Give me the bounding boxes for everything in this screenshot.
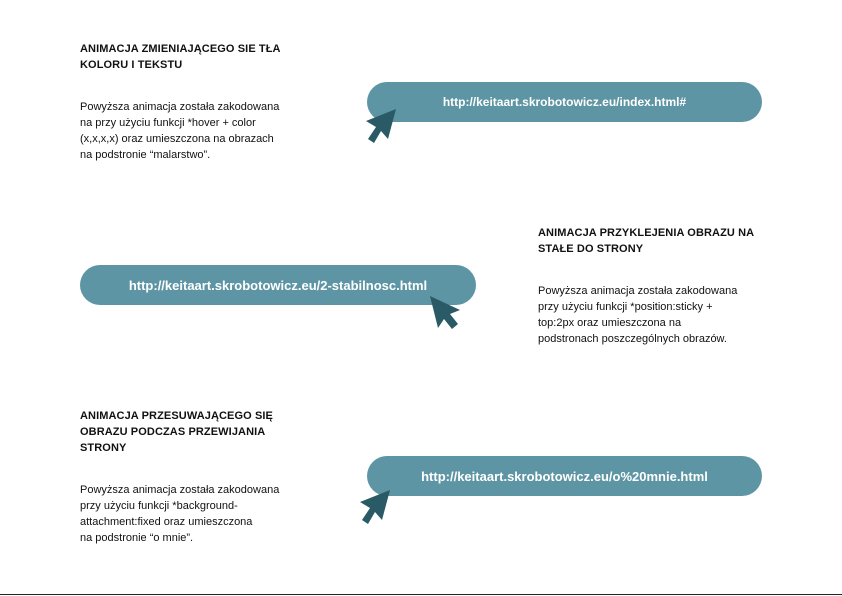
section-2-url-link[interactable]: http://keitaart.skrobotowicz.eu/2-stabilnosc.html — [80, 265, 476, 305]
section-1-heading: ANIMACJA ZMIENIAJĄCEGO SIE TŁA KOLORU I TEKSTU — [80, 43, 281, 71]
section-2-description: Powyższa animacja została zakodowana przy użyciu funkcji *position:sticky + top:2px oraz umieszczona na podstronach poszczególnych obrazów. — [538, 285, 738, 345]
section-2-heading: ANIMACJA PRZYKLEJENIA OBRAZU NA STAŁE DO STRONY — [538, 227, 755, 255]
cursor-arrow-icon — [360, 105, 402, 147]
section-1-description: Powyższa animacja została zakodowana na przy użyciu funkcji *hover + color (x,x,x,x) oraz umieszczona na obrazach na podstronie “malarstwo”. — [80, 101, 280, 161]
section-3-url-link[interactable]: http://keitaart.skrobotowicz.eu/o%20mnie.html — [367, 456, 762, 496]
bottom-divider — [0, 594, 842, 595]
cursor-arrow-icon — [354, 486, 396, 528]
section-3-description: Powyższa animacja została zakodowana przy użyciu funkcji *background- attachment:fixed oraz umieszczona na podstronie “o mnie”. — [80, 484, 280, 544]
section-3-heading: ANIMACJA PRZESUWAJĄCEGO SIĘ OBRAZU PODCZAS PRZEWIJANIA STRONY — [80, 410, 273, 454]
cursor-arrow-icon — [424, 292, 464, 332]
section-1-url-link[interactable]: http://keitaart.skrobotowicz.eu/index.html# — [367, 82, 762, 122]
